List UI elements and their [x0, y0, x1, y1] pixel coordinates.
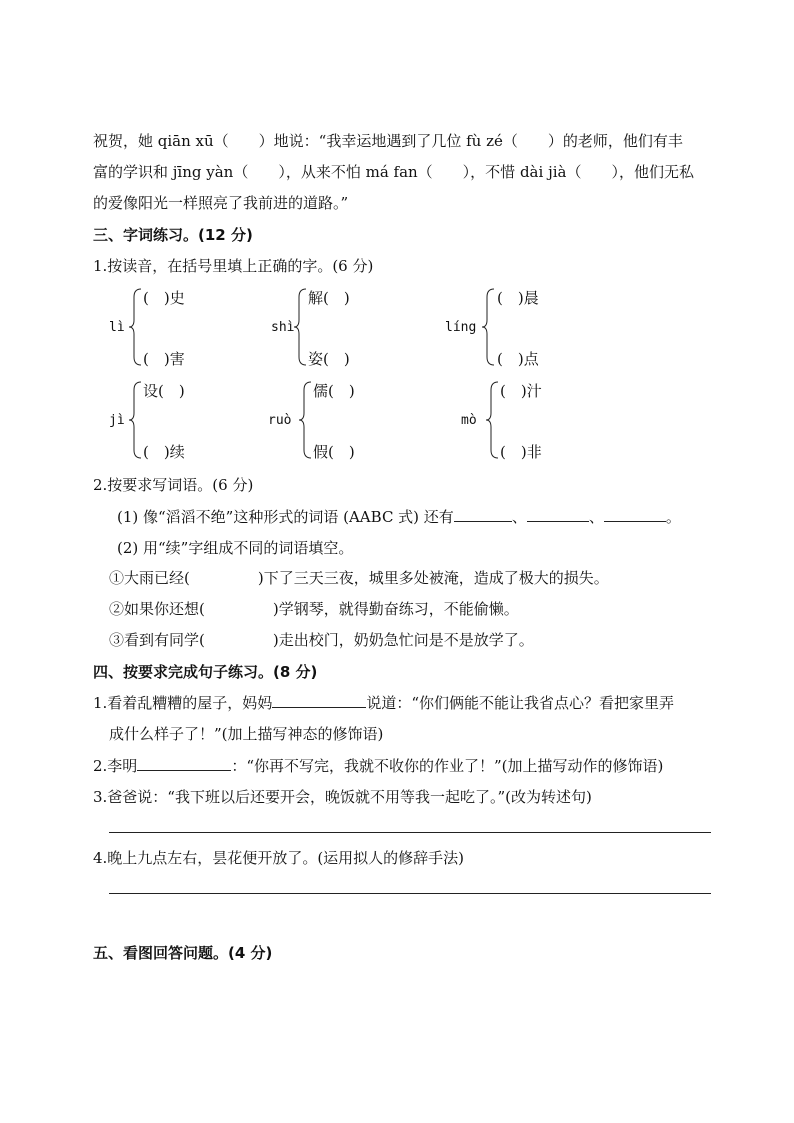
answer-blank[interactable] [272, 706, 366, 708]
answer-blank[interactable] [527, 520, 589, 522]
char-blank-ruo-bottom[interactable]: 假( ) [313, 443, 355, 461]
sentence-4-3: 3.爸爸说：“我下班以后还要开会，晚饭就不用等我一起吃了。”(改为转述句) [93, 788, 592, 806]
section-5-title: 五、看图回答问题。(4 分) [93, 944, 273, 962]
fill-sentence-1: ①大雨已经( )下了三天三夜，城里多处被淹，造成了极大的损失。 [109, 569, 609, 587]
pinyin-ruo: ruò [268, 413, 292, 428]
brace-icon [128, 287, 142, 367]
char-blank-shi-bottom[interactable]: 姿( ) [308, 350, 350, 368]
section-4-title: 四、按要求完成句子练习。(8 分) [93, 663, 318, 681]
char-blank-ruo-top[interactable]: 儒( ) [313, 382, 355, 400]
question-3-2-2: (2) 用“续”字组成不同的词语填空。 [117, 539, 354, 557]
paragraph-line-3: 的爱像阳光一样照亮了我前进的道路。” [93, 194, 349, 212]
char-blank-li-top[interactable]: ( )史 [143, 289, 185, 307]
paragraph-line-1: 祝贺，她 qiān xū（ ）地说：“我幸运地遇到了几位 fù zé（ ）的老师，他们有丰 [93, 132, 683, 150]
paragraph-line-2: 富的学识和 jīng yàn（ ），从来不怕 má fan（ ），不惜 dài jià（ ），他们无私 [93, 163, 694, 181]
char-blank-shi-top[interactable]: 解( ) [308, 289, 350, 307]
sentence-4-1-cont: 成什么样子了！”(加上描写神态的修饰语) [109, 725, 384, 743]
char-blank-mo-top[interactable]: ( )汁 [500, 382, 542, 400]
answer-blank[interactable] [604, 520, 666, 522]
brace-icon [128, 380, 142, 460]
fill-sentence-3: ③看到有同学( )走出校门，奶奶急忙问是不是放学了。 [109, 631, 534, 649]
sentence-4-1: 1.看着乱糟糟的屋子，妈妈 说道：“你们俩能不能让我省点心？看把家里弄 [93, 694, 674, 712]
brace-icon [298, 380, 312, 460]
char-blank-li-bottom[interactable]: ( )害 [143, 350, 185, 368]
answer-line[interactable] [109, 832, 711, 833]
brace-icon [485, 380, 499, 460]
sentence-4-4: 4.晚上九点左右，昙花便开放了。(运用拟人的修辞手法) [93, 849, 465, 867]
char-blank-ling-bottom[interactable]: ( )点 [497, 350, 539, 368]
pinyin-shi: shì [271, 320, 295, 335]
pinyin-ling: líng [445, 320, 477, 335]
answer-blank[interactable] [137, 769, 231, 771]
section-3-title: 三、字词练习。(12 分) [93, 226, 253, 244]
char-blank-mo-bottom[interactable]: ( )非 [500, 443, 542, 461]
char-blank-ling-top[interactable]: ( )晨 [497, 289, 539, 307]
question-3-1: 1.按读音，在括号里填上正确的字。(6 分) [93, 257, 374, 275]
char-blank-ji-bottom[interactable]: ( )续 [143, 443, 185, 461]
pinyin-mo: mò [461, 413, 477, 428]
question-3-2-1: (1) 像“滔滔不绝”这种形式的词语 (AABC 式) 还有 、 、 。 [117, 508, 681, 526]
pinyin-ji: jì [109, 413, 125, 428]
char-blank-ji-top[interactable]: 设( ) [143, 382, 185, 400]
answer-blank[interactable] [454, 520, 512, 522]
brace-icon [293, 287, 307, 367]
pinyin-li: lì [109, 320, 125, 335]
fill-sentence-2: ②如果你还想( )学钢琴，就得勤奋练习，不能偷懒。 [109, 600, 519, 618]
sentence-4-2: 2.李明 ：“你再不写完，我就不收你的作业了！”(加上描写动作的修饰语) [93, 757, 664, 775]
answer-line[interactable] [109, 893, 711, 894]
question-3-2: 2.按要求写词语。(6 分) [93, 476, 254, 494]
brace-icon [481, 287, 495, 367]
